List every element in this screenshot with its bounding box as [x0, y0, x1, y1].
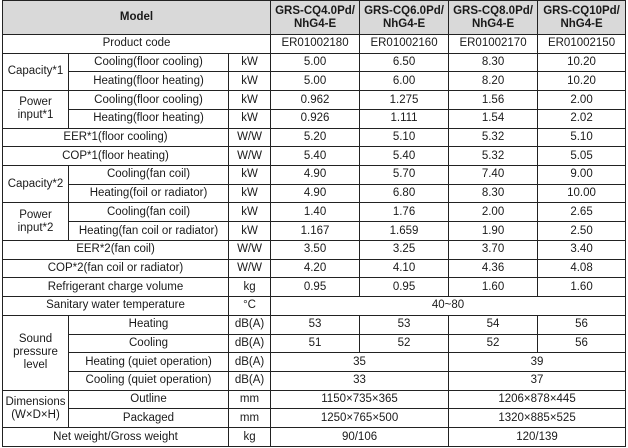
value-cell: 6.80 — [360, 184, 449, 203]
row-label: Heating(floor heating) — [69, 109, 229, 128]
unit-cell: W/W — [229, 259, 271, 278]
value-cell: 8.20 — [449, 72, 538, 91]
value-cell: 1.54 — [449, 109, 538, 128]
value-cell: 9.00 — [538, 166, 626, 185]
unit-cell: kW — [229, 109, 271, 128]
value-cell: 5.20 — [271, 128, 360, 147]
value-cell: 51 — [271, 334, 360, 353]
unit-cell: kW — [229, 91, 271, 110]
value-cell: 5.05 — [538, 147, 626, 166]
row-label: Heating(foil or radiator) — [69, 184, 229, 203]
value-cell: 4.36 — [449, 259, 538, 278]
value-cell: 0.962 — [271, 91, 360, 110]
row-label: Cooling — [69, 334, 229, 353]
value-cell: 52 — [449, 334, 538, 353]
table-row — [3, 428, 626, 447]
unit-cell: W/W — [229, 128, 271, 147]
model-name-cell: GRS-CQ8.0Pd/ NhG4-E — [449, 1, 538, 35]
unit-cell: dB(A) — [229, 353, 271, 372]
row-label: Cooling(floor cooling) — [69, 53, 229, 72]
value-cell: 4.10 — [360, 259, 449, 278]
value-cell: 3.50 — [271, 240, 360, 259]
table-row — [3, 109, 626, 128]
value-cell: 3.70 — [449, 240, 538, 259]
unit-cell: kW — [229, 203, 271, 222]
value-cell: 1.659 — [360, 222, 449, 241]
value-cell: 2.00 — [538, 91, 626, 110]
table-row — [3, 390, 626, 409]
table-row — [3, 128, 626, 147]
value-cell: 1.76 — [360, 203, 449, 222]
value-cell: 40~80 — [271, 297, 626, 316]
table-row — [3, 334, 626, 353]
table-row — [3, 353, 626, 372]
value-cell: 2.00 — [449, 203, 538, 222]
value-cell: 2.65 — [538, 203, 626, 222]
table-row — [3, 72, 626, 91]
group-label: Dimensions (W×D×H) — [3, 390, 69, 427]
value-cell: 1150×735×365 — [271, 390, 449, 409]
value-cell: 37 — [449, 371, 626, 390]
value-cell: 56 — [538, 315, 626, 334]
row-label: Heating(fan coil or radiator) — [69, 222, 229, 241]
value-cell: 1206×878×445 — [449, 390, 626, 409]
value-cell: 10.00 — [538, 184, 626, 203]
value-cell: 1.40 — [271, 203, 360, 222]
value-cell: 54 — [449, 315, 538, 334]
unit-cell: mm — [229, 390, 271, 409]
table-row — [3, 297, 626, 316]
row-label: Refrigerant charge volume — [3, 278, 229, 297]
value-cell: 1320×885×525 — [449, 409, 626, 428]
row-label: Cooling(fan coil) — [69, 203, 229, 222]
row-label: COP*2(fan coil or radiator) — [3, 259, 229, 278]
unit-cell: dB(A) — [229, 334, 271, 353]
value-cell: 5.10 — [538, 128, 626, 147]
header-row — [3, 1, 626, 35]
value-cell: 52 — [360, 334, 449, 353]
value-cell: 2.02 — [538, 109, 626, 128]
table-row — [3, 35, 626, 54]
row-label: Sanitary water temperature — [3, 297, 229, 316]
table-row — [3, 91, 626, 110]
group-label: Capacity*2 — [3, 166, 69, 203]
value-cell: 0.95 — [360, 278, 449, 297]
unit-cell: W/W — [229, 240, 271, 259]
value-cell: 1.167 — [271, 222, 360, 241]
unit-cell: mm — [229, 409, 271, 428]
value-cell: 120/139 — [449, 428, 626, 447]
value-cell: 0.95 — [271, 278, 360, 297]
row-label: Heating (quiet operation) — [69, 353, 229, 372]
value-cell: ER01002160 — [360, 35, 449, 54]
value-cell: 5.70 — [360, 166, 449, 185]
row-label: Heating(floor heating) — [69, 72, 229, 91]
value-cell: 39 — [449, 353, 626, 372]
value-cell: 6.00 — [360, 72, 449, 91]
value-cell: 1.90 — [449, 222, 538, 241]
table-row — [3, 240, 626, 259]
value-cell: 4.20 — [271, 259, 360, 278]
value-cell: 53 — [360, 315, 449, 334]
value-cell: ER01002170 — [449, 35, 538, 54]
unit-cell: kg — [229, 278, 271, 297]
value-cell: 4.90 — [271, 184, 360, 203]
value-cell: 10.20 — [538, 53, 626, 72]
table-row — [3, 203, 626, 222]
row-label: EER*1(floor cooling) — [3, 128, 229, 147]
unit-cell: kg — [229, 428, 271, 447]
table-row — [3, 409, 626, 428]
value-cell: 53 — [271, 315, 360, 334]
value-cell: 4.90 — [271, 166, 360, 185]
value-cell: 1250×765×500 — [271, 409, 449, 428]
unit-cell: W/W — [229, 147, 271, 166]
row-label: Cooling(fan coil) — [69, 166, 229, 185]
group-label: Power input*2 — [3, 203, 69, 240]
row-label: Outline — [69, 390, 229, 409]
value-cell: 4.08 — [538, 259, 626, 278]
table-row — [3, 259, 626, 278]
unit-cell: dB(A) — [229, 315, 271, 334]
value-cell: 8.30 — [449, 184, 538, 203]
model-header: Model — [3, 1, 271, 35]
value-cell: 1.60 — [449, 278, 538, 297]
row-label: Heating — [69, 315, 229, 334]
value-cell: 1.56 — [449, 91, 538, 110]
value-cell: 5.32 — [449, 128, 538, 147]
value-cell: 5.40 — [271, 147, 360, 166]
model-name-cell: GRS-CQ10Pd/ NhG4-E — [538, 1, 626, 35]
row-label: Product code — [3, 35, 271, 54]
value-cell: 3.25 — [360, 240, 449, 259]
table-row — [3, 147, 626, 166]
row-label: Cooling (quiet operation) — [69, 371, 229, 390]
value-cell: 5.40 — [360, 147, 449, 166]
unit-cell: kW — [229, 53, 271, 72]
table-row — [3, 222, 626, 241]
value-cell: 8.30 — [449, 53, 538, 72]
group-label: Sound pressure level — [3, 315, 69, 390]
value-cell: 2.50 — [538, 222, 626, 241]
unit-cell: °C — [229, 297, 271, 316]
value-cell: 5.32 — [449, 147, 538, 166]
value-cell: 6.50 — [360, 53, 449, 72]
value-cell: 1.111 — [360, 109, 449, 128]
value-cell: 5.00 — [271, 72, 360, 91]
row-label: Net weight/Gross weight — [3, 428, 229, 447]
value-cell: 1.60 — [538, 278, 626, 297]
value-cell: 7.40 — [449, 166, 538, 185]
value-cell: 35 — [271, 353, 449, 372]
table-row — [3, 315, 626, 334]
value-cell: 5.10 — [360, 128, 449, 147]
value-cell: 0.926 — [271, 109, 360, 128]
value-cell: 90/106 — [271, 428, 449, 447]
unit-cell: dB(A) — [229, 371, 271, 390]
table-row — [3, 166, 626, 185]
unit-cell: kW — [229, 222, 271, 241]
spec-table — [2, 0, 626, 447]
row-label: Packaged — [69, 409, 229, 428]
group-label: Power input*1 — [3, 91, 69, 128]
row-label: Cooling(floor cooling) — [69, 91, 229, 110]
value-cell: 5.00 — [271, 53, 360, 72]
table-row — [3, 278, 626, 297]
model-name-cell: GRS-CQ6.0Pd/ NhG4-E — [360, 1, 449, 35]
value-cell: 56 — [538, 334, 626, 353]
unit-cell: kW — [229, 184, 271, 203]
value-cell: 33 — [271, 371, 449, 390]
value-cell: ER01002150 — [538, 35, 626, 54]
model-name-cell: GRS-CQ4.0Pd/ NhG4-E — [271, 1, 360, 35]
group-label: Capacity*1 — [3, 53, 69, 90]
value-cell: 10.20 — [538, 72, 626, 91]
value-cell: ER01002180 — [271, 35, 360, 54]
row-label: EER*2(fan coil) — [3, 240, 229, 259]
value-cell: 3.40 — [538, 240, 626, 259]
row-label: COP*1(floor heating) — [3, 147, 229, 166]
table-row — [3, 53, 626, 72]
table-row — [3, 184, 626, 203]
unit-cell: kW — [229, 72, 271, 91]
unit-cell: kW — [229, 166, 271, 185]
table-row — [3, 371, 626, 390]
value-cell: 1.275 — [360, 91, 449, 110]
